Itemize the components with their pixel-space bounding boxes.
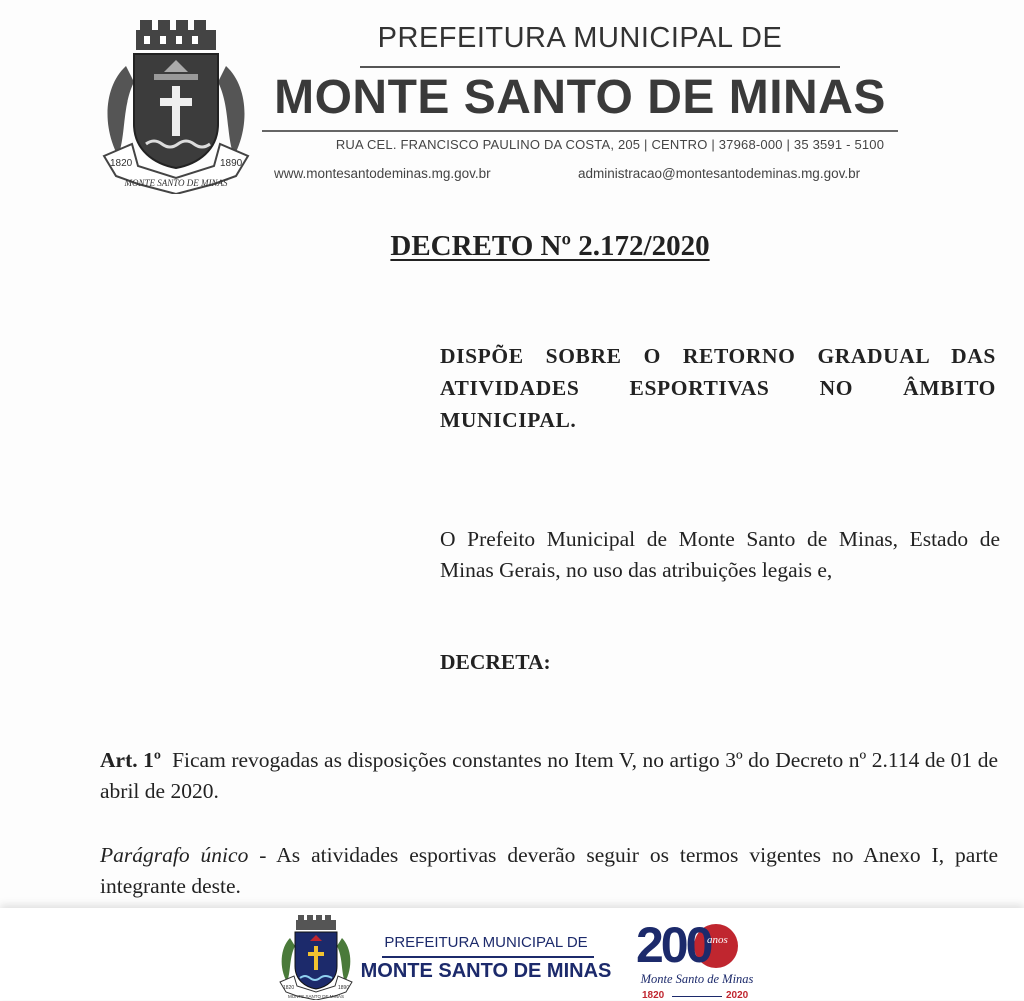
footer-coat-of-arms-logo — [276, 914, 356, 1000]
decreta-heading: DECRETA: — [440, 650, 551, 674]
crest-year-left: 1820 — [110, 158, 133, 169]
crest-ribbon-text: MONTE SANTO DE MINAS — [124, 178, 228, 188]
header-address: RUA CEL. FRANCISCO PAULINO DA COSTA, 205 | CENTRO | 37968-000 | 35 3591 - 5100 — [335, 137, 885, 152]
crest-year-right: 1890 — [220, 158, 243, 169]
paragraph-unique-label: Parágrafo único — [100, 843, 249, 867]
article-1-label: Art. 1º — [100, 748, 161, 772]
header-title-line2: MONTE SANTO DE MINAS — [274, 71, 886, 124]
article-1-text: Ficam revogadas as disposições constantes no Item V, no artigo 3º do Decreto nº 2.114 de 01 de abril de 2020. — [100, 748, 999, 803]
header-website: www.montesantodeminas.mg.gov.br — [274, 166, 491, 181]
footer-banner — [0, 908, 1024, 1000]
anniversary-script: Monte Santo de Minas — [640, 972, 754, 986]
footer-divider — [382, 956, 594, 958]
paragraph-unique-text: - As atividades esportivas deverão seguir os termos vigentes no Anexo I, parte integrante deste. — [100, 843, 999, 898]
footer-crest-year-right: 1890 — [338, 985, 350, 991]
anniversary-number: 200 — [636, 917, 711, 973]
anniversary-year-start: 1820 — [642, 990, 665, 1001]
header-divider — [360, 66, 840, 68]
footer-crest-ribbon-text: MONTE SANTO DE MINAS — [288, 994, 344, 999]
footer-title-line1: PREFEITURA MUNICIPAL DE — [384, 934, 588, 951]
anniversary-word: anos — [707, 934, 728, 946]
header-divider — [262, 130, 898, 132]
article-1 — [100, 745, 998, 807]
footer-crest-year-left: 1820 — [283, 985, 295, 991]
anniversary-year-end: 2020 — [726, 990, 749, 1001]
anniversary-logo — [636, 916, 756, 1000]
decree-summary: DISPÕE SOBRE O RETORNO GRADUAL DAS ATIVIDADES ESPORTIVAS NO ÂMBITO MUNICIPAL. — [440, 344, 996, 432]
anniversary-divider — [672, 996, 722, 997]
decree-title: DECRETO Nº 2.172/2020 — [390, 230, 710, 262]
coat-of-arms-logo — [96, 16, 256, 194]
paragraph-unique — [100, 840, 998, 902]
header-title-line1: PREFEITURA MUNICIPAL DE — [377, 22, 783, 54]
footer-title-line2: MONTE SANTO DE MINAS — [360, 960, 612, 982]
header-email: administracao@montesantodeminas.mg.gov.br — [578, 166, 861, 181]
decree-preamble: O Prefeito Municipal de Monte Santo de Minas, Estado de Minas Gerais, no uso das atribuições legais e, — [440, 527, 1000, 582]
